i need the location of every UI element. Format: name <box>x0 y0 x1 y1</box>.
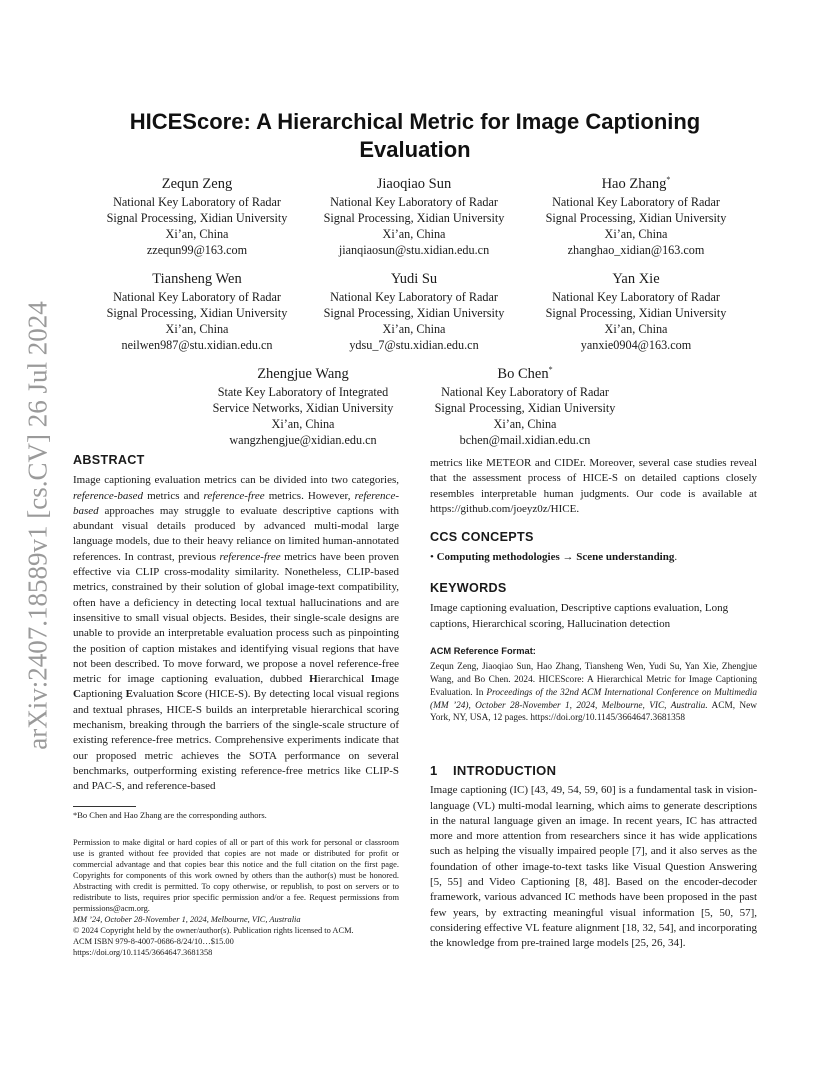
corresponding-author-footnote: *Bo Chen and Hao Zhang are the corresponding authors. <box>73 810 267 820</box>
author-affiliation: Service Networks, Xidian University <box>212 400 394 415</box>
author-email: ydsu_7@stu.xidian.edu.cn <box>349 337 479 352</box>
ccs-concept: • Computing methodologies → Scene understanding. <box>430 551 678 564</box>
footnote-divider <box>73 806 136 807</box>
author-block-2 <box>299 171 529 258</box>
author-location: Xi’an, China <box>382 321 446 336</box>
author-affiliation: National Key Laboratory of Radar <box>441 384 609 399</box>
author-affiliation: Signal Processing, Xidian University <box>545 210 727 225</box>
author-affiliation: Signal Processing, Xidian University <box>434 400 616 415</box>
arxiv-stamp-text: arXiv:2407.18589v1 [cs.CV] 26 Jul 2024 <box>22 300 53 750</box>
arxiv-stamp <box>18 290 58 760</box>
author-name: Tiansheng Wen <box>152 270 242 287</box>
isbn-line: ACM ISBN 979-8-4007-0686-8/24/10…$15.00 <box>73 937 234 946</box>
author-email: zzequn99@163.com <box>146 242 248 257</box>
author-block-7 <box>188 361 418 448</box>
author-name: Yudi Su <box>390 270 438 287</box>
abstract-body: Image captioning evaluation metrics can be divided into two categories, reference-based metrics and reference-free metrics. However, reference-based approaches may struggle to evaluate descriptive captions with abundant visual details produced by advanced multi-modal large language models, due to their heavy reliance on limited human-annotated references. In contrast, previous reference-free metrics have been proven effective via CLIP cross-modality similarity. Nonetheless, CLIP-based metrics, constrained by their solution of global image-text compatibility, often have a deficiency in detecting local textual hallucinations and are insensitive to small visual objects. Besides, their single-scale designs are unable to provide an interpretable evaluation process such as pinpointing the position of caption mistakes and identifying visual regions that have not been described. To move forward, we propose a novel reference-free metric for image captioning evaluation, dubbed Hierarchical Image Captioning Evaluation Score (HICE-S). By detecting local visual regions and textual phrases, HICE-S builds an interpretable hierarchical scoring mechanism, breaking through the barriers of the single-scale structure of existing reference-free metrics. Comprehensive experiments indicate that our proposed metric achieves the SOTA performance on several benchmarks, outperforming existing reference-free metrics like CLIP-S and PAC-S, and reference-based <box>73 474 400 793</box>
doi-link[interactable]: https://doi.org/10.1145/3664647.3681358 <box>73 948 213 957</box>
author-email: yanxie0904@163.com <box>580 337 692 352</box>
author-location: Xi’an, China <box>165 321 229 336</box>
author-email: neilwen987@stu.xidian.edu.cn <box>121 337 273 352</box>
author-affiliation: National Key Laboratory of Radar <box>113 194 281 209</box>
permission-block <box>73 837 399 958</box>
author-block-1 <box>82 171 312 258</box>
author-affiliation: State Key Laboratory of Integrated <box>217 384 389 399</box>
author-name: Jiaoqiao Sun <box>376 175 452 192</box>
author-location: Xi’an, China <box>493 416 557 431</box>
author-location: Xi’an, China <box>271 416 335 431</box>
keywords-text: Image captioning evaluation, Descriptive captions evaluation, Long captions, Hierarchical scoring, Hallucination detection <box>430 602 729 630</box>
ccs-section <box>430 530 757 566</box>
permission-text: Permission to make digital or hard copies of all or part of this work for personal or classroom use is granted without fee provided that copies are not made or distributed for profit or commercial advantage and that copies bear this notice and the full citation on the first page. Copyrights for components of this work owned by others than the author(s) must be honored. Abstracting with credit is permitted. To copy otherwise, or republish, to post on servers or to redistribute to lists, requires prior specific permission and/or a fee. Request permissions from permissions@acm.org. <box>73 838 399 913</box>
author-affiliation: Signal Processing, Xidian University <box>106 210 288 225</box>
author-location: Xi’an, China <box>604 321 668 336</box>
author-affiliation: National Key Laboratory of Radar <box>552 194 720 209</box>
author-location: Xi’an, China <box>382 226 446 241</box>
acm-reference-section <box>430 644 757 725</box>
conference-line: MM ’24, October 28-November 1, 2024, Melbourne, VIC, Australia <box>73 915 301 924</box>
author-affiliation: Signal Processing, Xidian University <box>545 305 727 320</box>
author-block-6 <box>521 266 751 353</box>
author-email: wangzhengjue@xidian.edu.cn <box>229 432 377 447</box>
introduction-body: Image captioning (IC) [43, 49, 54, 59, 60] is a fundamental task in vision-language (VL) multi-modal learning, which aims to generate descriptions in the natural language given an image. In recent years, IC has attracted more and more attention from researchers since it has wide applications such as helping the visually impaired people [7], and it also serves as the foundation of other image-to-text tasks like Visual Question Answering [5, 55] and Video Captioning [8, 48]. Based on the encoder-decoder framework, various advanced IC methods have been proposed in the past few years, by extracting meaningful visual information [5, 50, 57], considering effective VL feature alignment [18, 32, 54], and incorporating the knowledge from pre-trained large models [25, 26, 34]. <box>430 784 757 950</box>
introduction-section <box>430 763 757 952</box>
abstract-continued <box>430 456 757 517</box>
keywords-section <box>430 581 757 632</box>
author-email: jianqiaosun@stu.xidian.edu.cn <box>338 242 490 257</box>
abstract-heading: ABSTRACT <box>73 453 145 467</box>
acm-reference-text: Zequn Zeng, Jiaoqiao Sun, Hao Zhang, Tiansheng Wen, Yudi Su, Yan Xie, Zhengjue Wang, and Bo Chen. 2024. HICEScore: A Hierarchical Metric for Image Captioning Evaluation. In Proceedings of the 32nd ACM International Conference on Multimedia (MM ’24), October 28-November 1, 2024, Melbourne, VIC, Australia. ACM, New York, NY, USA, 12 pages. https://doi.org/10.1145/3664647.3681358 <box>430 662 757 724</box>
abstract-section <box>73 453 399 795</box>
author-block-3 <box>521 171 751 258</box>
author-affiliation: National Key Laboratory of Radar <box>113 289 281 304</box>
author-block-5 <box>299 266 529 353</box>
abstract-body-continued: metrics like METEOR and CIDEr. Moreover, several case studies reveal that the assessment process of HICE-S on detailed captions closely resembles interpretable human judgments. Our code is available at https://github.com/joeyz0z/HICE. <box>430 457 757 515</box>
author-name: Hao Zhang* <box>601 175 671 192</box>
author-location: Xi’an, China <box>604 226 668 241</box>
paper-title: HICEScore: A Hierarchical Metric for Image Captioning Evaluation <box>129 109 701 162</box>
author-block-8 <box>410 361 640 448</box>
author-affiliation: National Key Laboratory of Radar <box>330 289 498 304</box>
keywords-heading: KEYWORDS <box>430 581 507 595</box>
author-name: Zequn Zeng <box>161 175 233 192</box>
author-block-4 <box>82 266 312 353</box>
introduction-heading: 1 INTRODUCTION <box>430 763 557 778</box>
author-affiliation: Signal Processing, Xidian University <box>323 305 505 320</box>
author-affiliation: National Key Laboratory of Radar <box>552 289 720 304</box>
acm-reference-heading: ACM Reference Format: <box>430 646 536 656</box>
copyright-line: © 2024 Copyright held by the owner/author(s). Publication rights licensed to ACM. <box>73 926 354 935</box>
author-name: Zhengjue Wang <box>257 365 349 382</box>
ccs-heading: CCS CONCEPTS <box>430 530 534 544</box>
author-name: Yan Xie <box>612 270 660 287</box>
author-affiliation: Signal Processing, Xidian University <box>106 305 288 320</box>
author-email: bchen@mail.xidian.edu.cn <box>459 432 591 447</box>
author-email: zhanghao_xidian@163.com <box>567 242 705 257</box>
author-location: Xi’an, China <box>165 226 229 241</box>
author-affiliation: Signal Processing, Xidian University <box>323 210 505 225</box>
author-affiliation: National Key Laboratory of Radar <box>330 194 498 209</box>
author-name: Bo Chen* <box>497 365 553 382</box>
